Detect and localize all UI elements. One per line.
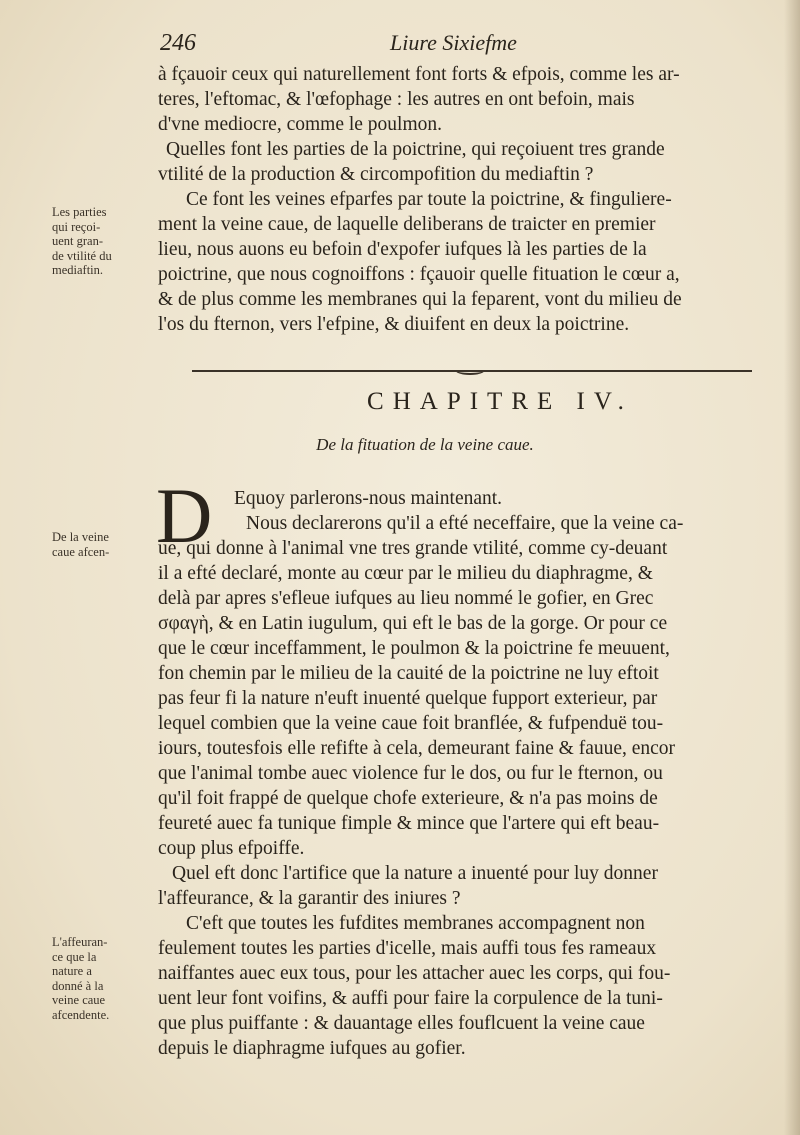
text-line: pas feur fi la nature n'euft inuenté quelque fupport exterieur, par [158, 688, 658, 709]
text-line: poictrine, que nous cognoiffons : fçauoir quelle fituation le cœur a, [158, 264, 680, 285]
text-line: coup plus efpoiffe. [158, 838, 305, 859]
question-line: Quelles font les parties de la poictrine, qui reçoiuent tres grande [166, 139, 665, 160]
margin-note-line: L'affeuran- [52, 935, 108, 949]
text-line: feulement toutes les parties d'icelle, mais auffi tous fes rameaux [158, 938, 657, 959]
text-line: depuis le diaphragme iufques au gofier. [158, 1038, 466, 1059]
margin-note-line: mediaftin. [52, 263, 104, 277]
drop-cap-letter: D [156, 472, 213, 559]
text-line: lequel combien que la veine caue foit branflée, & fufpenduë tou- [158, 713, 664, 734]
text-line: feureté auec fa tunique fimple & mince que l'artere qui eft beau- [158, 813, 660, 834]
text-line: delà par apres s'efleue iufques au lieu nommé le gofier, en Grec [158, 588, 654, 609]
text-line: que plus puiffante : & dauantage elles fouflcuent la veine caue [158, 1013, 645, 1034]
section-1-text [158, 62, 784, 337]
margin-note-line: veine caue [52, 993, 106, 1007]
chapter-title: CHAPITRE IV. [367, 388, 633, 415]
margin-note-parties [52, 205, 148, 278]
text-line: naiffantes auec eux tous, pour les attacher auec les corps, qui fou- [158, 963, 671, 984]
text-line: ment la veine caue, de laquelle deliberans de traicter en premier [158, 214, 656, 235]
margin-note-line: ce que la [52, 949, 97, 964]
divider-ornament [455, 365, 485, 375]
page-number: 246 [160, 30, 196, 56]
margin-note-line: afcendente. [52, 1007, 110, 1022]
text-line: uent leur font voifins, & auffi pour faire la corpulence de la tuni- [158, 988, 663, 1009]
text-line: d'vne mediocre, comme le poulmon. [158, 114, 443, 135]
text-line: ue, qui donne à l'animal vne tres grande vtilité, comme cy-deuant [158, 538, 668, 559]
text-line: fon chemin par le milieu de la cauité de la poictrine ne luy eftoit [158, 663, 659, 684]
answer-line: Ce font les veines efparfes par toute la poictrine, & finguliere- [186, 189, 672, 210]
text-line: qu'il foit frappé de quelque chofe exterieure, & n'a pas moins de [158, 788, 658, 809]
text-line: que l'animal tombe auec violence fur le dos, ou fur le fternon, ou [158, 763, 663, 784]
section-2-text [156, 472, 784, 1061]
margin-note-line: uent gran- [52, 234, 104, 248]
margin-note-line: nature a [52, 964, 92, 978]
text-line: & de plus comme les membranes qui la feparent, vont du milieu de [158, 289, 682, 310]
margin-note-line: qui reçoi- [52, 219, 101, 234]
page-edge-shadow [784, 0, 800, 1135]
text-line: iours, toutesfois elle refifte à cela, demeurant faine & fauue, encor [158, 738, 676, 759]
text-line: Nous declarerons qu'il a efté neceffaire, que la veine ca- [246, 513, 684, 534]
question-line: Quel eft donc l'artifice que la nature a inuenté pour luy donner [172, 863, 658, 884]
text-line: Equoy parlerons-nous maintenant. [234, 488, 503, 509]
margin-note-veine-caue [52, 530, 148, 559]
text-line: il a efté declaré, monte au cœur par le milieu du diaphragme, & [158, 563, 653, 584]
margin-note-line: caue afcen- [52, 544, 110, 559]
margin-note-line: De la veine [52, 530, 109, 544]
margin-note-line: de vtilité du [52, 248, 112, 263]
running-title: Liure Sixiefme [390, 30, 517, 55]
margin-note-affeurance [52, 935, 144, 1022]
margin-note-line: Les parties [52, 205, 107, 219]
text-line: lieu, nous auons eu befoin d'expofer iufques là les parties de la [158, 239, 647, 260]
text-line: σφαγὴ, & en Latin iugulum, qui eft le bas de la gorge. Or pour ce [158, 613, 668, 634]
text-line: teres, l'eftomac, & l'œfophage : les autres en ont befoin, mais [158, 89, 635, 110]
running-head [0, 30, 800, 60]
text-line: l'affeurance, & la garantir des iniures ? [158, 888, 461, 909]
text-line: que le cœur inceffamment, le poulmon & la poictrine fe meuuent, [158, 638, 670, 659]
answer-line: C'eft que toutes les fufdites membranes accompagnent non [186, 913, 645, 934]
margin-note-line: donné à la [52, 978, 104, 993]
text-line: vtilité de la production & circompofition du mediaftin ? [158, 164, 594, 185]
chapter-subtitle: De la fituation de la veine caue. [316, 435, 534, 454]
text-line: à fçauoir ceux qui naturellement font forts & efpois, comme les ar- [158, 64, 680, 85]
text-line: l'os du fternon, vers l'efpine, & diuifent en deux la poictrine. [158, 314, 630, 335]
